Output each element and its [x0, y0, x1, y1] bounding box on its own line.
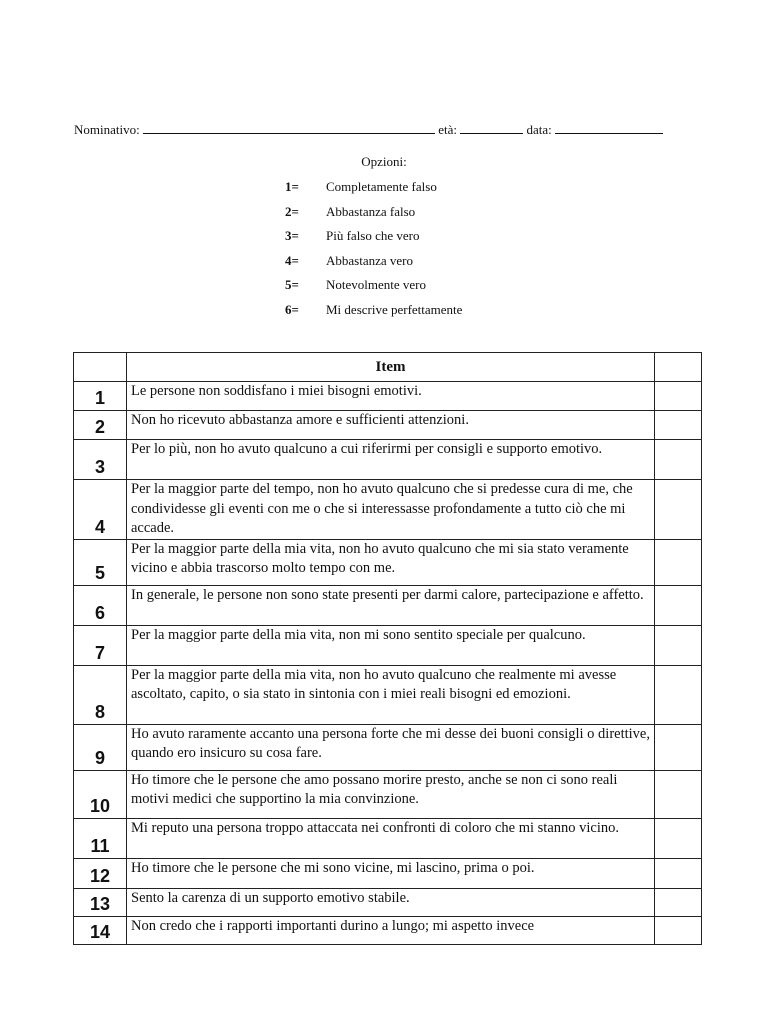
name-label: Nominativo: — [74, 122, 140, 137]
item-number: 5 — [74, 539, 127, 585]
item-text: Per la maggior parte della mia vita, non mi sono sentito speciale per qualcuno. — [127, 625, 655, 665]
score-cell[interactable] — [655, 770, 702, 818]
options-title — [0, 154, 768, 170]
score-cell[interactable] — [655, 382, 702, 411]
score-cell[interactable] — [655, 440, 702, 480]
table-row — [74, 440, 702, 480]
score-cell[interactable] — [655, 625, 702, 665]
item-number: 6 — [74, 585, 127, 625]
items-table — [73, 352, 702, 945]
item-number: 12 — [74, 858, 127, 888]
respondent-info-line — [74, 121, 694, 138]
option-label: Abbastanza vero — [326, 253, 413, 268]
option-item — [285, 204, 415, 220]
table-row — [74, 916, 702, 944]
item-text: Ho timore che le persone che amo possano morire presto, anche se non ci sono reali motivi medici che supportino la mia convinzione. — [127, 770, 655, 818]
table-row — [74, 665, 702, 724]
option-item — [285, 228, 420, 244]
item-text: Sento la carenza di un supporto emotivo stabile. — [127, 888, 655, 916]
option-label: Abbastanza falso — [326, 204, 416, 219]
option-code: 1= — [285, 179, 299, 194]
option-code: 4= — [285, 253, 299, 268]
item-text: Mi reputo una persona troppo attaccata nei confronti di coloro che mi stanno vicino. — [127, 818, 655, 858]
option-code: 5= — [285, 277, 299, 292]
score-cell[interactable] — [655, 585, 702, 625]
item-column-header: Item — [127, 353, 655, 382]
item-number: 7 — [74, 625, 127, 665]
item-text: Non ho ricevuto abbastanza amore e sufficienti attenzioni. — [127, 411, 655, 440]
score-column-header — [655, 353, 702, 382]
item-number: 1 — [74, 382, 127, 411]
item-text: Ho timore che le persone che mi sono vicine, mi lascino, prima o poi. — [127, 858, 655, 888]
option-label: Completamente falso — [326, 179, 437, 194]
name-field[interactable] — [143, 121, 435, 134]
score-cell[interactable] — [655, 818, 702, 858]
score-cell[interactable] — [655, 724, 702, 770]
item-number: 9 — [74, 724, 127, 770]
item-number: 3 — [74, 440, 127, 480]
option-item — [285, 253, 413, 269]
item-number: 10 — [74, 770, 127, 818]
item-text: Non credo che i rapporti importanti durino a lungo; mi aspetto invece — [127, 916, 655, 944]
score-cell[interactable] — [655, 888, 702, 916]
item-number: 2 — [74, 411, 127, 440]
score-cell[interactable] — [655, 539, 702, 585]
table-row — [74, 858, 702, 888]
number-column-header — [74, 353, 127, 382]
score-cell[interactable] — [655, 480, 702, 540]
option-item — [285, 179, 437, 195]
item-text: Per lo più, non ho avuto qualcuno a cui riferirmi per consigli e supporto emotivo. — [127, 440, 655, 480]
score-cell[interactable] — [655, 665, 702, 724]
item-number: 8 — [74, 665, 127, 724]
option-code: 2= — [285, 204, 299, 219]
table-row — [74, 585, 702, 625]
item-text: Per la maggior parte della mia vita, non ho avuto qualcuno che realmente mi avesse ascoltato, capito, o sia stato in sintonia con i miei reali bisogni ed emozioni. — [127, 665, 655, 724]
table-row — [74, 539, 702, 585]
date-field[interactable] — [555, 121, 663, 134]
item-text: Per la maggior parte del tempo, non ho avuto qualcuno che si predesse cura di me, che condividesse gli eventi con me o che si interessasse profondamente a tutto ciò che mi accade. — [127, 480, 655, 540]
item-number: 4 — [74, 480, 127, 540]
table-row — [74, 888, 702, 916]
option-label: Notevolmente vero — [326, 277, 426, 292]
item-number: 11 — [74, 818, 127, 858]
table-row — [74, 382, 702, 411]
score-cell[interactable] — [655, 916, 702, 944]
age-label: età: — [438, 122, 457, 137]
item-text: In generale, le persone non sono state presenti per darmi calore, partecipazione e affetto. — [127, 585, 655, 625]
table-row — [74, 724, 702, 770]
option-label: Più falso che vero — [326, 228, 420, 243]
score-cell[interactable] — [655, 858, 702, 888]
table-row — [74, 480, 702, 540]
item-text: Ho avuto raramente accanto una persona forte che mi desse dei buoni consigli o direttive, quando ero insicuro su cosa fare. — [127, 724, 655, 770]
option-code: 6= — [285, 302, 299, 317]
options-title-text: Opzioni: — [361, 154, 407, 169]
table-row — [74, 411, 702, 440]
item-text: Per la maggior parte della mia vita, non ho avuto qualcuno che mi sia stato veramente vicino e abbia trascorso molto tempo con me. — [127, 539, 655, 585]
table-row — [74, 770, 702, 818]
option-code: 3= — [285, 228, 299, 243]
option-label: Mi descrive perfettamente — [326, 302, 463, 317]
table-row — [74, 818, 702, 858]
table-row — [74, 625, 702, 665]
date-label: data: — [526, 122, 552, 137]
item-text: Le persone non soddisfano i miei bisogni emotivi. — [127, 382, 655, 411]
age-field[interactable] — [460, 121, 523, 134]
item-number: 13 — [74, 888, 127, 916]
score-cell[interactable] — [655, 411, 702, 440]
option-item — [285, 302, 462, 318]
item-number: 14 — [74, 916, 127, 944]
option-item — [285, 277, 426, 293]
table-header-row — [74, 353, 702, 382]
